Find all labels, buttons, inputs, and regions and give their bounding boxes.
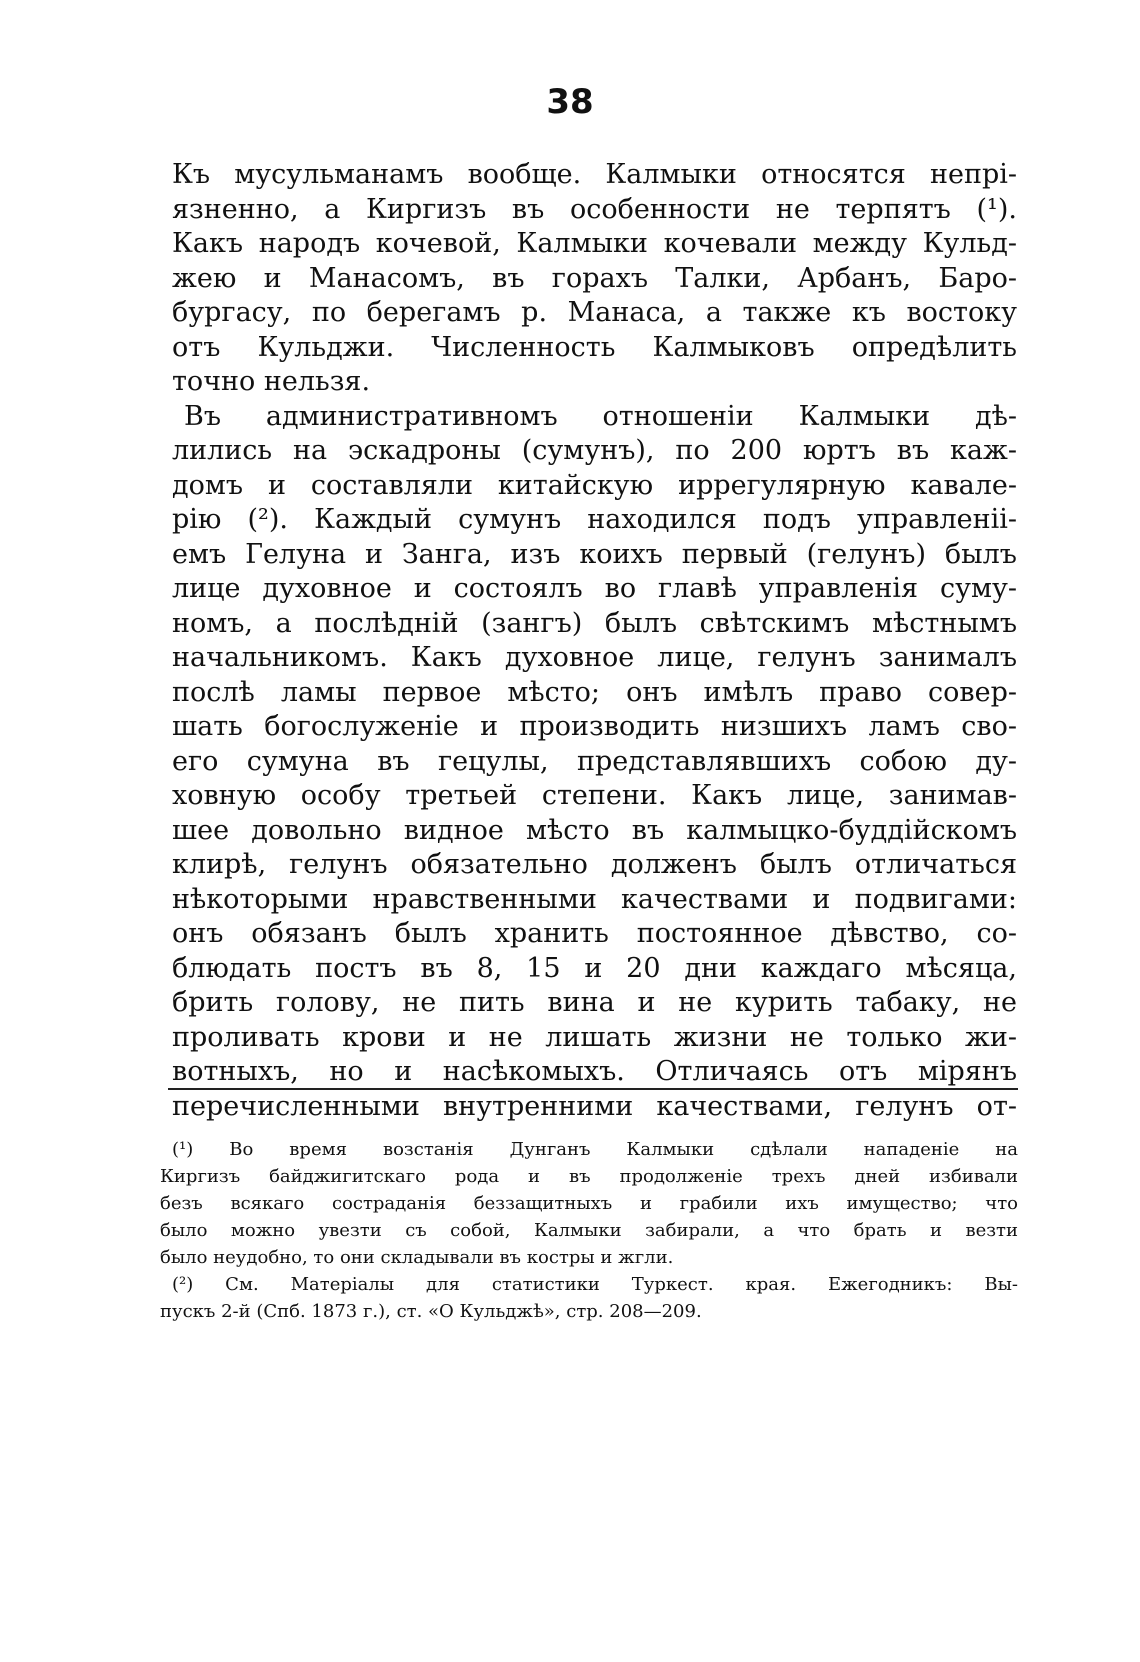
footnote-line: безъ всякаго состраданія беззащитныхъ и грабили ихъ имущество; что xyxy=(160,1193,1018,1214)
body-line: брить голову, не пить вина и не курить табаку, не xyxy=(172,987,1017,1018)
footnote-line: было неудобно, то они складывали въ костры и жгли. xyxy=(160,1247,674,1268)
page-number: 38 xyxy=(546,82,594,122)
body-text xyxy=(172,158,1017,1124)
body-line: шать богослуженіе и производить низшихъ ламъ сво- xyxy=(172,711,1017,742)
footnotes xyxy=(160,1136,1018,1325)
body-line: перечисленными внутренними качествами, гелунъ от- xyxy=(172,1090,1017,1122)
body-line: клирѣ, гелунъ обязательно долженъ былъ отличаться xyxy=(172,849,1017,880)
body-line: лились на эскадроны (сумунъ), по 200 юртъ въ каж- xyxy=(172,435,1017,466)
body-line: шее довольно видное мѣсто въ калмыцко-буддійскомъ xyxy=(172,814,1017,846)
body-line: Къ мусульманамъ вообще. Калмыки относятся непрі- xyxy=(172,159,1017,190)
body-line: ховную особу третьей степени. Какъ лице, занимав- xyxy=(172,780,1017,811)
footnote-line: было можно увезти съ собой, Калмыки забирали, а что брать и везти xyxy=(160,1220,1018,1241)
body-line: вотныхъ, но и насѣкомыхъ. Отличаясь отъ мірянъ xyxy=(172,1056,1017,1087)
body-line: номъ, а послѣдній (зангъ) былъ свѣтскимъ мѣстнымъ xyxy=(172,607,1017,639)
body-line: нѣкоторыми нравственными качествами и подвигами: xyxy=(172,883,1017,915)
body-line: Какъ народъ кочевой, Калмыки кочевали между Кульд- xyxy=(172,228,1017,259)
body-line: начальникомъ. Какъ духовное лице, гелунъ занималъ xyxy=(172,642,1017,673)
body-line: отъ Кульджи. Численность Калмыковъ опредѣлить xyxy=(172,331,1017,363)
body-line: его сумуна въ гецулы, представлявшихъ собою ду- xyxy=(172,745,1017,777)
body-line: блюдать постъ въ 8, 15 и 20 дни каждаго мѣсяца, xyxy=(172,952,1017,984)
body-line: онъ обязанъ былъ хранить постоянное дѣвство, со- xyxy=(172,918,1017,949)
body-line: бургасу, по берегамъ р. Манаса, а также къ востоку xyxy=(172,297,1017,328)
body-line: жею и Манасомъ, въ горахъ Талки, Арбанъ, Баро- xyxy=(172,262,1017,294)
body-line: рію (²). Каждый сумунъ находился подъ управленіі- xyxy=(172,504,1017,535)
body-line: домъ и составляли китайскую иррегулярную кавале- xyxy=(172,469,1017,501)
body-line: послѣ ламы первое мѣсто; онъ имѣлъ право совер- xyxy=(172,676,1017,708)
body-line: лице духовное и состоялъ во главѣ управленія суму- xyxy=(172,573,1017,604)
footnote-line: пускъ 2-й (Спб. 1873 г.), ст. «О Кульджѣ», стр. 208—209. xyxy=(160,1301,702,1322)
body-line: емъ Гелуна и Занга, изъ коихъ первый (гелунъ) былъ xyxy=(172,538,1017,570)
body-line: язненно, а Киргизъ въ особенности не терпятъ (¹). xyxy=(172,193,1017,225)
footnote-line: Киргизъ байджигитскаго рода и въ продолженіе трехъ дней избивали xyxy=(160,1166,1018,1187)
body-line: Въ административномъ отношеніи Калмыки дѣ- xyxy=(184,400,1017,432)
footnote-line: (²) См. Матеріалы для статистики Туркест. края. Ежегодникъ: Вы- xyxy=(172,1274,1018,1295)
body-line: проливать крови и не лишать жизни не только жи- xyxy=(172,1021,1017,1053)
body-line: точно нельзя. xyxy=(172,366,371,397)
footnote-divider xyxy=(168,1088,1018,1090)
footnote-line: (¹) Во время возстанія Дунганъ Калмыки сдѣлали нападеніе на xyxy=(172,1139,1018,1160)
